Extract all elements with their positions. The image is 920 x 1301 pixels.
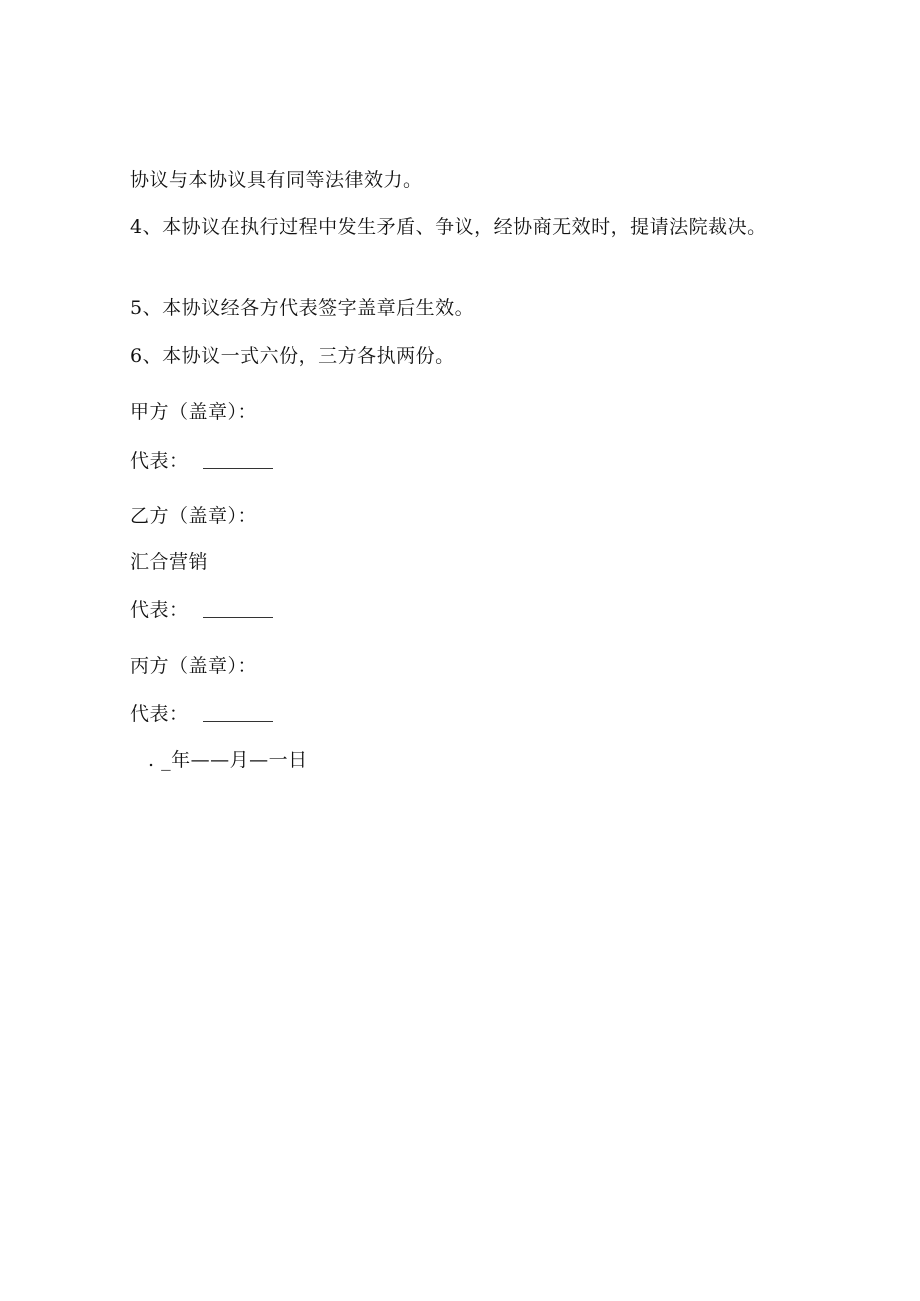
paragraph-clause-5: 5、本协议经各方代表签字盖章后生效。	[130, 297, 475, 319]
paragraph-clause-6: 6、本协议一式六份，三方各执两份。	[130, 345, 455, 367]
party-c-signature-line	[203, 701, 273, 722]
party-a-rep-label: 代表：	[130, 450, 189, 472]
paragraph-effect: 协议与本协议具有同等法律效力。	[130, 169, 423, 191]
party-a-signature-line	[203, 448, 273, 469]
date-line: . _年——月—一日	[148, 749, 308, 771]
party-b-name: 汇合营销	[130, 551, 209, 573]
party-b-signature-line	[203, 597, 273, 618]
party-c-label: 丙方（盖章）：	[130, 655, 258, 677]
party-c-rep-label: 代表：	[130, 703, 189, 725]
party-a-label: 甲方（盖章）：	[130, 401, 258, 423]
party-b-label: 乙方（盖章）：	[130, 505, 258, 527]
party-a-representative	[130, 444, 273, 478]
party-b-rep-label: 代表：	[130, 599, 189, 621]
paragraph-clause-4: 4、本协议在执行过程中发生矛盾、争议，经协商无效时，提请法院裁决。	[130, 216, 767, 238]
party-b-representative	[130, 593, 273, 627]
party-c-representative	[130, 697, 273, 731]
